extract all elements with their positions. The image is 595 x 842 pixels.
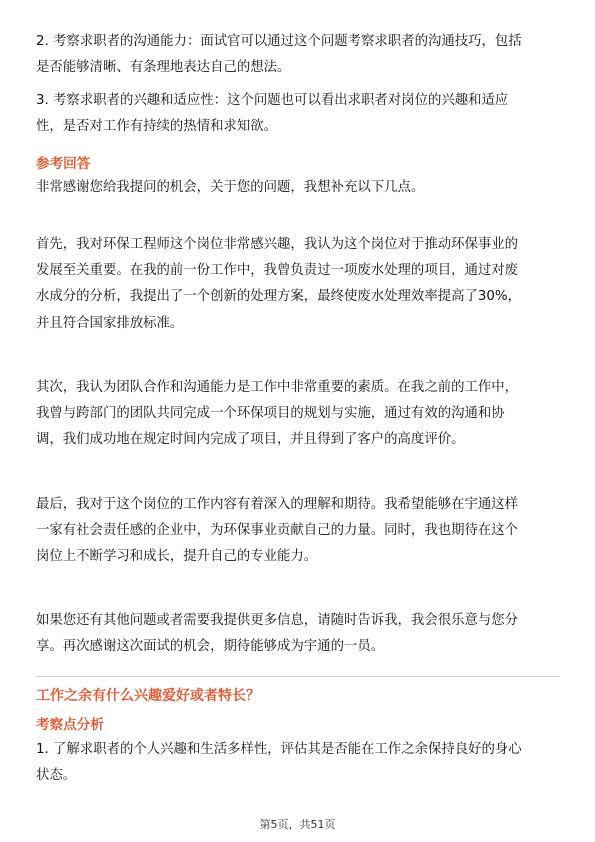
paragraph-closing-line-2: 享。再次感谢这次面试的机会，期待能够成为宇通的一员。 xyxy=(36,639,385,655)
paragraph-second-line-1: 其次，我认为团队合作和沟通能力是工作中非常重要的素质。在我之前的工作中， xyxy=(36,380,519,395)
paragraph-closing-line-1: 如果您还有其他问题或者需要我提供更多信息，请随时告诉我，我会很乐意与您分 xyxy=(36,613,519,628)
paragraph-first-line-4: 并且符合国家排放标准。 xyxy=(36,315,184,331)
page-footer: 第5页，共51页 xyxy=(259,818,336,831)
analysis-point-1-line-1: 1. 了解求职者的个人兴趣和生活多样性，评估其是否能在工作之余保持良好的身心 xyxy=(36,742,522,757)
paragraph-first xyxy=(36,232,521,337)
analysis-point-3-line-1: 3. 考察求职者的兴趣和适应性：这个问题也可以看出求职者对岗位的兴趣和适应 xyxy=(36,93,509,108)
paragraph-second-line-3: 调，我们成功地在规定时间内完成了项目，并且得到了客户的高度评价。 xyxy=(36,432,465,448)
intro-line: 非常感谢您给我提问的机会，关于您的问题，我想补充以下几点。 xyxy=(36,180,425,195)
analysis-point-2-line-1: 2. 考察求职者的沟通能力：面试官可以通过这个问题考察求职者的沟通技巧，包括 xyxy=(36,34,522,49)
paragraph-first-line-2: 发展至关重要。在我的前一份工作中，我曾负责过一项废水处理的项目，通过对废 xyxy=(36,263,519,279)
analysis-point-3 xyxy=(36,88,508,140)
paragraph-last-line-1: 最后，我对于这个岗位的工作内容有着深入的理解和期待。我希望能够在宇通这样 xyxy=(36,497,519,512)
analysis-point-1-line-2: 状态。 xyxy=(36,768,77,784)
analysis-point-3-line-2: 性，是否对工作有持续的热情和求知欲。 xyxy=(36,119,278,135)
analysis-point-2-line-2: 是否能够清晰、有条理地表达自己的想法。 xyxy=(36,60,291,76)
paragraph-first-line-3: 水成分的分析，我提出了一个创新的处理方案，最终使废水处理效率提高了30%， xyxy=(36,289,522,305)
paragraph-last-line-2: 一家有社会责任感的企业中，为环保事业贡献自己的力量。同时，我也期待在这个 xyxy=(36,523,519,539)
reference-answer-heading: 参考回答 xyxy=(36,156,91,172)
paragraph-second-line-2: 我曾与跨部门的团队共同完成一个环保项目的规划与实施，通过有效的沟通和协 xyxy=(36,406,505,422)
analysis-point-1 xyxy=(36,737,522,789)
paragraph-closing xyxy=(36,608,518,660)
question-title: 工作之余有什么兴趣爱好或者特长？ xyxy=(36,688,260,704)
paragraph-last-line-3: 岗位上不断学习和成长，提升自己的专业能力。 xyxy=(36,549,318,565)
section-divider xyxy=(36,676,560,677)
paragraph-second xyxy=(36,375,518,454)
paragraph-last xyxy=(36,492,518,571)
analysis-heading: 考察点分析 xyxy=(36,717,104,733)
reference-answer-intro xyxy=(36,175,424,201)
paragraph-first-line-1: 首先，我对环保工程师这个岗位非常感兴趣，我认为这个岗位对于推动环保事业的 xyxy=(36,237,519,252)
analysis-point-2 xyxy=(36,29,522,81)
